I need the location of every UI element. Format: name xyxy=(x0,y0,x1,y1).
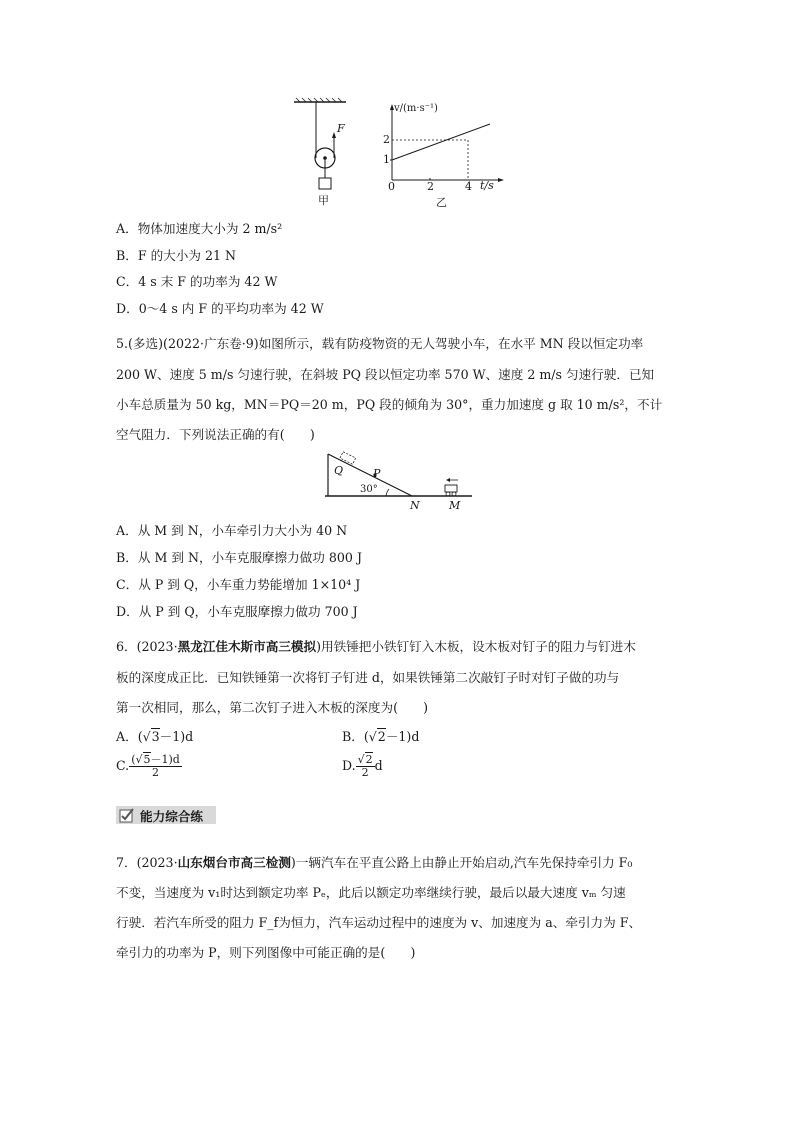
q6-option-c-num-pre: ( xyxy=(131,753,136,766)
q5-line-4: 空气阻力．下列说法正确的有( ) xyxy=(116,427,315,442)
slope-label-m: M xyxy=(449,499,461,512)
q4-option-b: B．F 的大小为 21 N xyxy=(116,248,237,263)
q6-line-1 xyxy=(116,636,636,655)
q6-option-c-label: C. xyxy=(116,758,130,773)
q4-option-c: C．4 s 末 F 的功率为 42 W xyxy=(116,274,278,289)
q6-option-c-root: 5 xyxy=(143,753,151,766)
slope-label-n: N xyxy=(410,499,420,512)
q6-option-b-tail: －1)d xyxy=(385,729,420,744)
q5-option-a: A．从 M 到 N，小车牵引力大小为 40 N xyxy=(116,523,348,538)
q6-option-b-label: B．( xyxy=(342,729,369,744)
q6-option-d xyxy=(342,754,383,779)
q6-option-b-root: 2 xyxy=(377,729,386,744)
q7-line-4: 牵引力的功率为 P，则下列图像中可能正确的是( ) xyxy=(116,945,416,960)
figure-label-jia: 甲 xyxy=(318,194,329,207)
q7-prefix: 7．(2023· xyxy=(116,855,178,870)
section-title: 能力综合练 xyxy=(140,808,203,824)
v-axis-label: v/(m·s⁻¹) xyxy=(394,103,438,114)
q5-line-3: 小车总质量为 50 kg，MN＝PQ＝20 m，PQ 段的倾角为 30°，重力加速度 g 取 10 m/s²，不计 xyxy=(116,397,663,412)
section-header xyxy=(116,805,203,825)
q6-option-b: B．(√2－1)d xyxy=(342,729,420,744)
x-tick-2: 2 xyxy=(427,180,434,193)
slope-angle: 30° xyxy=(360,484,378,495)
q7-source: 山东烟台市高三检测 xyxy=(177,855,291,870)
q6-option-c-fraction: $\frac{(√5-1)d}{2}$ xyxy=(131,753,180,779)
q5-line-1: 5.(多选)(2022·广东卷·9)如图所示，载有防疫物资的无人驾驶小车，在水平 MN 段以恒定功率 xyxy=(116,336,644,351)
q6-line-2: 板的深度成正比．已知铁锤第一次将钉子钉进 d，如果铁锤第二次敲钉子时对钉子做的功与 xyxy=(116,670,620,685)
q6-option-d-den: 2 xyxy=(361,766,369,779)
q6-line-1-rest: )用铁锤把小铁钉钉入木板，设木板对钉子的阻力与钉进木 xyxy=(316,639,636,654)
q6-source: 黑龙江佳木斯市高三模拟 xyxy=(177,639,317,654)
q4-option-a: A．物体加速度大小为 2 m/s² xyxy=(116,221,283,236)
q7-line-3: 行驶．若汽车所受的阻力 F_f为恒力，汽车运动过程中的速度为 v、加速度为 a、牵引力为 F、 xyxy=(116,915,642,930)
force-label: F xyxy=(337,122,345,135)
x-tick-0: 0 xyxy=(388,180,395,193)
slope-label-p: P xyxy=(373,467,381,480)
q6-option-a: A．(√3－1)d xyxy=(116,729,194,744)
q6-line-3: 第一次相同，那么，第二次钉子进入木板的深度为( ) xyxy=(116,700,429,715)
q6-option-a-root: 3 xyxy=(151,729,160,744)
q5-line-2: 200 W、速度 5 m/s 匀速行驶，在斜坡 PQ 段以恒定功率 570 W、速度 2 m/s 匀速行驶．已知 xyxy=(116,367,655,382)
q6-option-c xyxy=(116,754,182,779)
t-axis-label: t/s xyxy=(480,179,494,192)
checkmark-icon xyxy=(119,807,135,823)
q6-option-a-label: A．( xyxy=(116,729,143,744)
q6-option-c-den: 2 xyxy=(152,766,160,779)
slope-label-q: Q xyxy=(334,464,344,477)
q6-option-d-label: D. xyxy=(342,758,356,773)
q5-option-b: B．从 M 到 N，小车克服摩擦力做功 800 J xyxy=(116,550,362,565)
figure-label-yi: 乙 xyxy=(436,196,447,209)
q7-line-1-rest: )一辆汽车在平直公路上由静止开始启动,汽车先保持牵引力 F₀ xyxy=(290,855,633,870)
q6-option-d-fraction: $\frac{√2}{2}$ xyxy=(357,753,373,779)
q6-option-c-num-tail: －1)d xyxy=(150,753,180,766)
q6-option-d-root: 2 xyxy=(365,753,373,766)
x-tick-4: 4 xyxy=(465,180,472,193)
q7-line-2: 不变，当速度为 v₁时达到额定功率 Pₑ，此后以额定功率继续行驶，最后以最大速度 vₘ 匀速 xyxy=(116,885,626,900)
q4-option-d: D．0～4 s 内 F 的平均功率为 42 W xyxy=(116,301,324,316)
q6-option-a-tail: －1)d xyxy=(159,729,194,744)
q7-line-1 xyxy=(116,852,632,871)
q5-option-c: C．从 P 到 Q，小车重力势能增加 1×10⁴ J xyxy=(116,577,361,592)
q6-option-d-tail: d xyxy=(374,758,383,773)
y-tick-1: 1 xyxy=(383,153,390,166)
q5-option-d: D．从 P 到 Q，小车克服摩擦力做功 700 J xyxy=(116,604,358,619)
y-tick-2: 2 xyxy=(383,133,390,146)
q6-prefix: 6．(2023· xyxy=(116,639,178,654)
